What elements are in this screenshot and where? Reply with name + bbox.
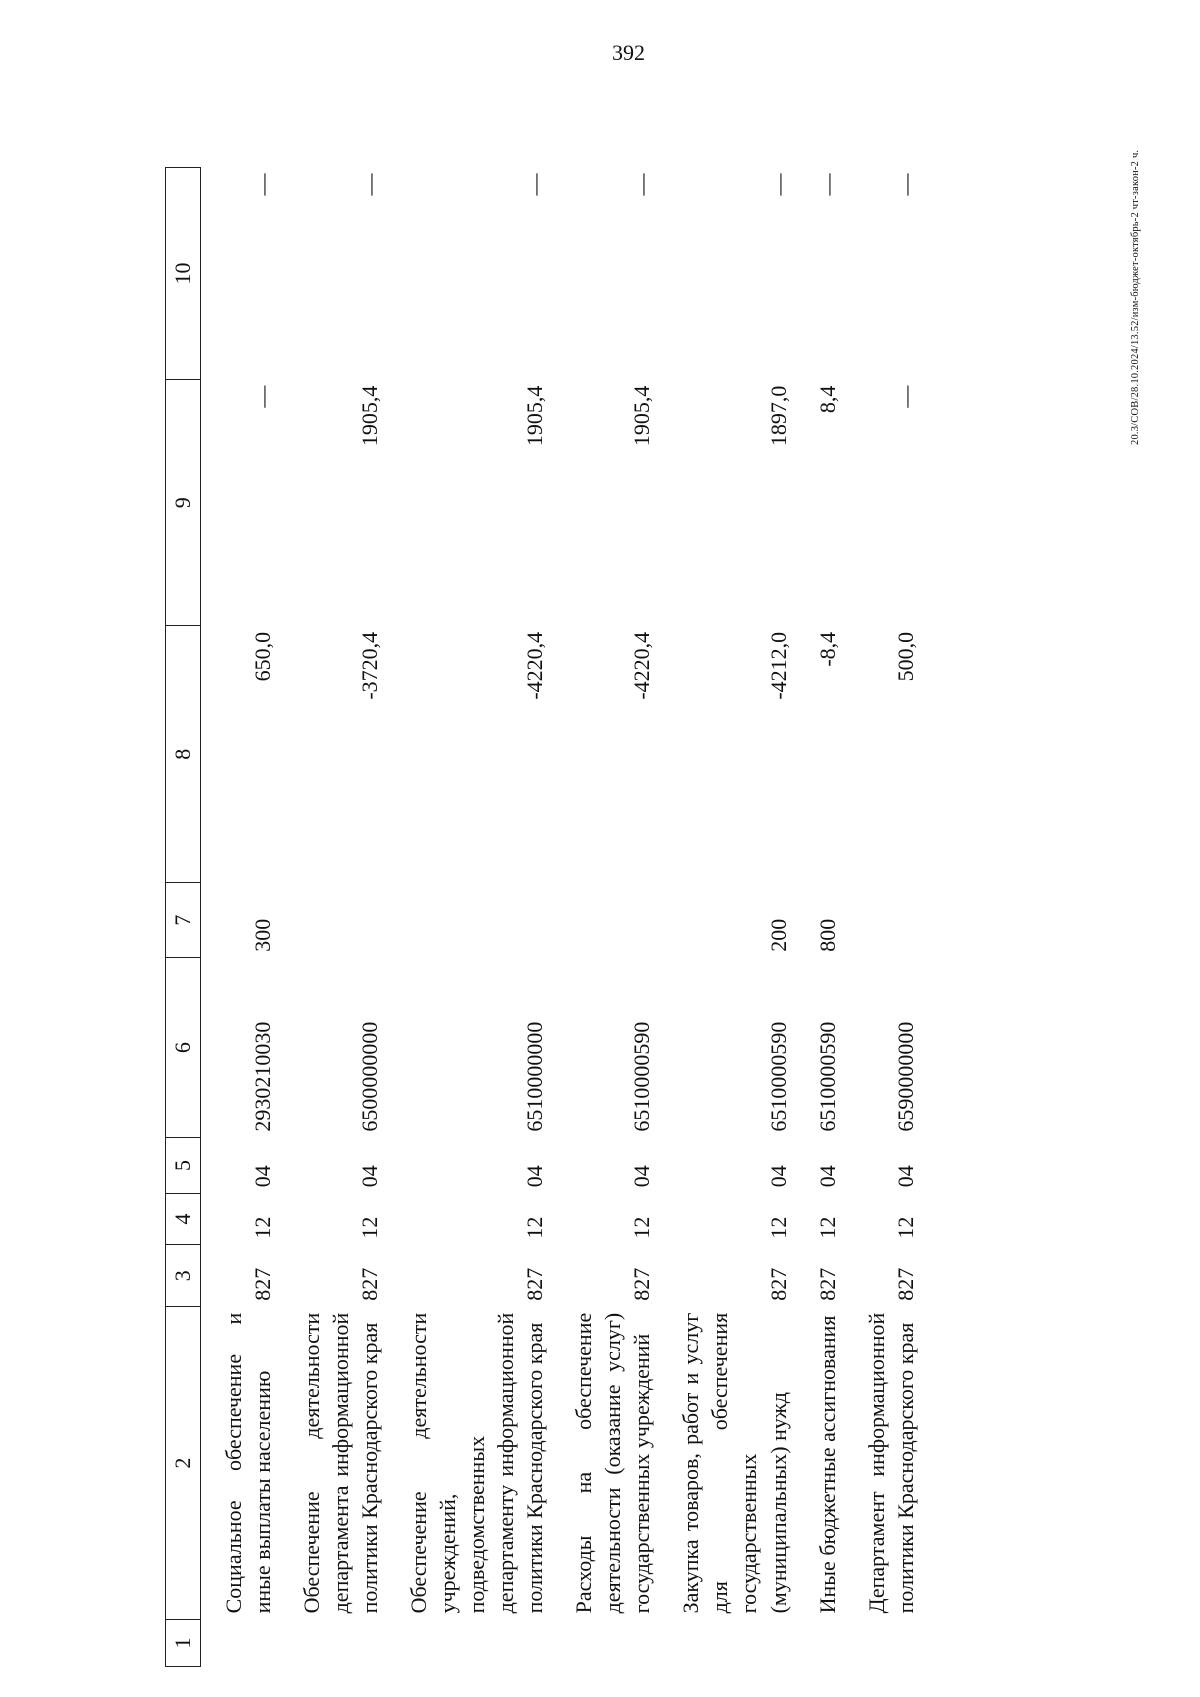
expense-type-cell	[279, 883, 386, 958]
target-article-cell: 6510000590	[765, 1021, 791, 1132]
table-row	[279, 168, 386, 1667]
amount-cell: —	[357, 173, 383, 196]
expense-type-cell	[386, 883, 551, 958]
target-article-cell: 6500000000	[357, 1021, 383, 1132]
expense-name-cell: Социальное обеспечение и иные выплаты населению	[221, 1312, 276, 1614]
subsection-code-cell: 04	[814, 1165, 840, 1188]
target-article-cell: 6510000590	[814, 1021, 840, 1132]
amount-cell: 8,4	[814, 385, 840, 414]
ministry-code-cell: 827	[250, 1267, 276, 1301]
expense-name-cell: Расходы на обеспечение деятельности (оказание услуг) государственных учреждений	[571, 1312, 655, 1614]
row-number-cell	[795, 1619, 844, 1666]
amount-cell: —	[765, 173, 791, 196]
row-number-cell	[551, 1619, 658, 1666]
target-article-cell: 6510000000	[522, 1021, 548, 1132]
section-code-cell: 12	[629, 1216, 655, 1239]
subsection-code-cell: 04	[892, 1165, 918, 1188]
target-article-cell: 2930210030	[250, 1021, 276, 1132]
ministry-code-cell: 827	[892, 1267, 918, 1301]
section-code-cell: 12	[814, 1216, 840, 1239]
section-code-cell: 12	[522, 1216, 548, 1239]
amount-cell: —	[629, 173, 655, 196]
table-row	[551, 168, 658, 1667]
expense-type-cell: 800	[814, 918, 840, 952]
row-number-cell	[386, 1619, 551, 1666]
subsection-code-cell: 04	[629, 1165, 655, 1188]
expense-type-cell: 200	[765, 918, 791, 952]
row-number-cell	[201, 1619, 280, 1666]
column-header: 4	[166, 1193, 201, 1244]
column-header: 6	[166, 958, 201, 1138]
column-header: 5	[166, 1138, 201, 1194]
expense-name-cell: Департамент информационной политики Краснодарского края	[863, 1312, 918, 1614]
section-code-cell: 12	[250, 1216, 276, 1239]
expense-name-cell: Обеспечение деятельности учреждений, подведомственных департаменту информационной политики Краснодарского края	[406, 1312, 548, 1614]
subsection-code-cell: 04	[357, 1165, 383, 1188]
amount-cell: —	[250, 385, 276, 408]
amount-cell: —	[892, 173, 918, 196]
document-footer: 20.3/СОВ/28.10.2024/13.52/изм-бюджет-октябрь-2 чт-закон-2 ч.	[1130, 149, 1141, 445]
amount-cell: —	[814, 173, 840, 196]
table-header-row	[166, 168, 201, 1667]
table-row	[795, 168, 844, 1667]
target-article-cell: 6590000000	[892, 1021, 918, 1132]
ministry-code-cell: 827	[629, 1267, 655, 1301]
subsection-code-cell: 04	[765, 1165, 791, 1188]
amount-cell: 1905,4	[522, 385, 548, 447]
amount-cell: —	[892, 385, 918, 408]
row-number-cell	[279, 1619, 386, 1666]
column-header: 7	[166, 883, 201, 958]
expense-name-cell: Закупка товаров, работ и услуг для обеспечения государственных (муниципальных) нужд	[678, 1312, 791, 1614]
row-number-cell	[844, 1619, 922, 1666]
amount-cell: —	[522, 173, 548, 196]
amount-cell: 500,0	[892, 631, 918, 682]
subsection-code-cell: 04	[522, 1165, 548, 1188]
amount-cell: 1905,4	[357, 385, 383, 447]
ministry-code-cell: 827	[522, 1267, 548, 1301]
subsection-code-cell: 04	[250, 1165, 276, 1188]
section-code-cell: 12	[765, 1216, 791, 1239]
row-number-cell	[658, 1619, 794, 1666]
amount-cell: —	[250, 173, 276, 196]
expense-type-cell: 300	[250, 918, 276, 952]
column-header: 2	[166, 1307, 201, 1620]
ministry-code-cell: 827	[765, 1267, 791, 1301]
column-header: 9	[166, 380, 201, 626]
amount-cell: -3720,4	[357, 631, 383, 700]
expense-type-cell	[551, 883, 658, 958]
amount-cell: -4220,4	[629, 631, 655, 700]
expense-name-cell: Иные бюджетные ассигнования	[814, 1315, 840, 1614]
amount-cell: 1905,4	[629, 385, 655, 447]
target-article-cell: 6510000590	[629, 1021, 655, 1132]
section-code-cell: 12	[892, 1216, 918, 1239]
section-code-cell: 12	[357, 1216, 383, 1239]
column-header: 3	[166, 1245, 201, 1307]
amount-cell: 650,0	[250, 631, 276, 682]
expense-type-cell	[844, 883, 922, 958]
table-row	[844, 168, 922, 1667]
amount-cell: -8,4	[814, 631, 840, 667]
table-row	[658, 168, 794, 1667]
column-header: 10	[166, 168, 201, 380]
budget-table	[165, 167, 922, 1667]
table-row	[386, 168, 551, 1667]
amount-cell: 1897,0	[765, 385, 791, 447]
column-header: 1	[166, 1619, 201, 1666]
ministry-code-cell: 827	[357, 1267, 383, 1301]
page-number: 392	[612, 40, 645, 65]
amount-cell: -4212,0	[765, 631, 791, 700]
ministry-code-cell: 827	[814, 1267, 840, 1301]
expense-name-cell: Обеспечение деятельности департамента информационной политики Краснодарского края	[299, 1312, 383, 1614]
column-header: 8	[166, 626, 201, 883]
table-row	[201, 168, 280, 1667]
amount-cell: -4220,4	[522, 631, 548, 700]
